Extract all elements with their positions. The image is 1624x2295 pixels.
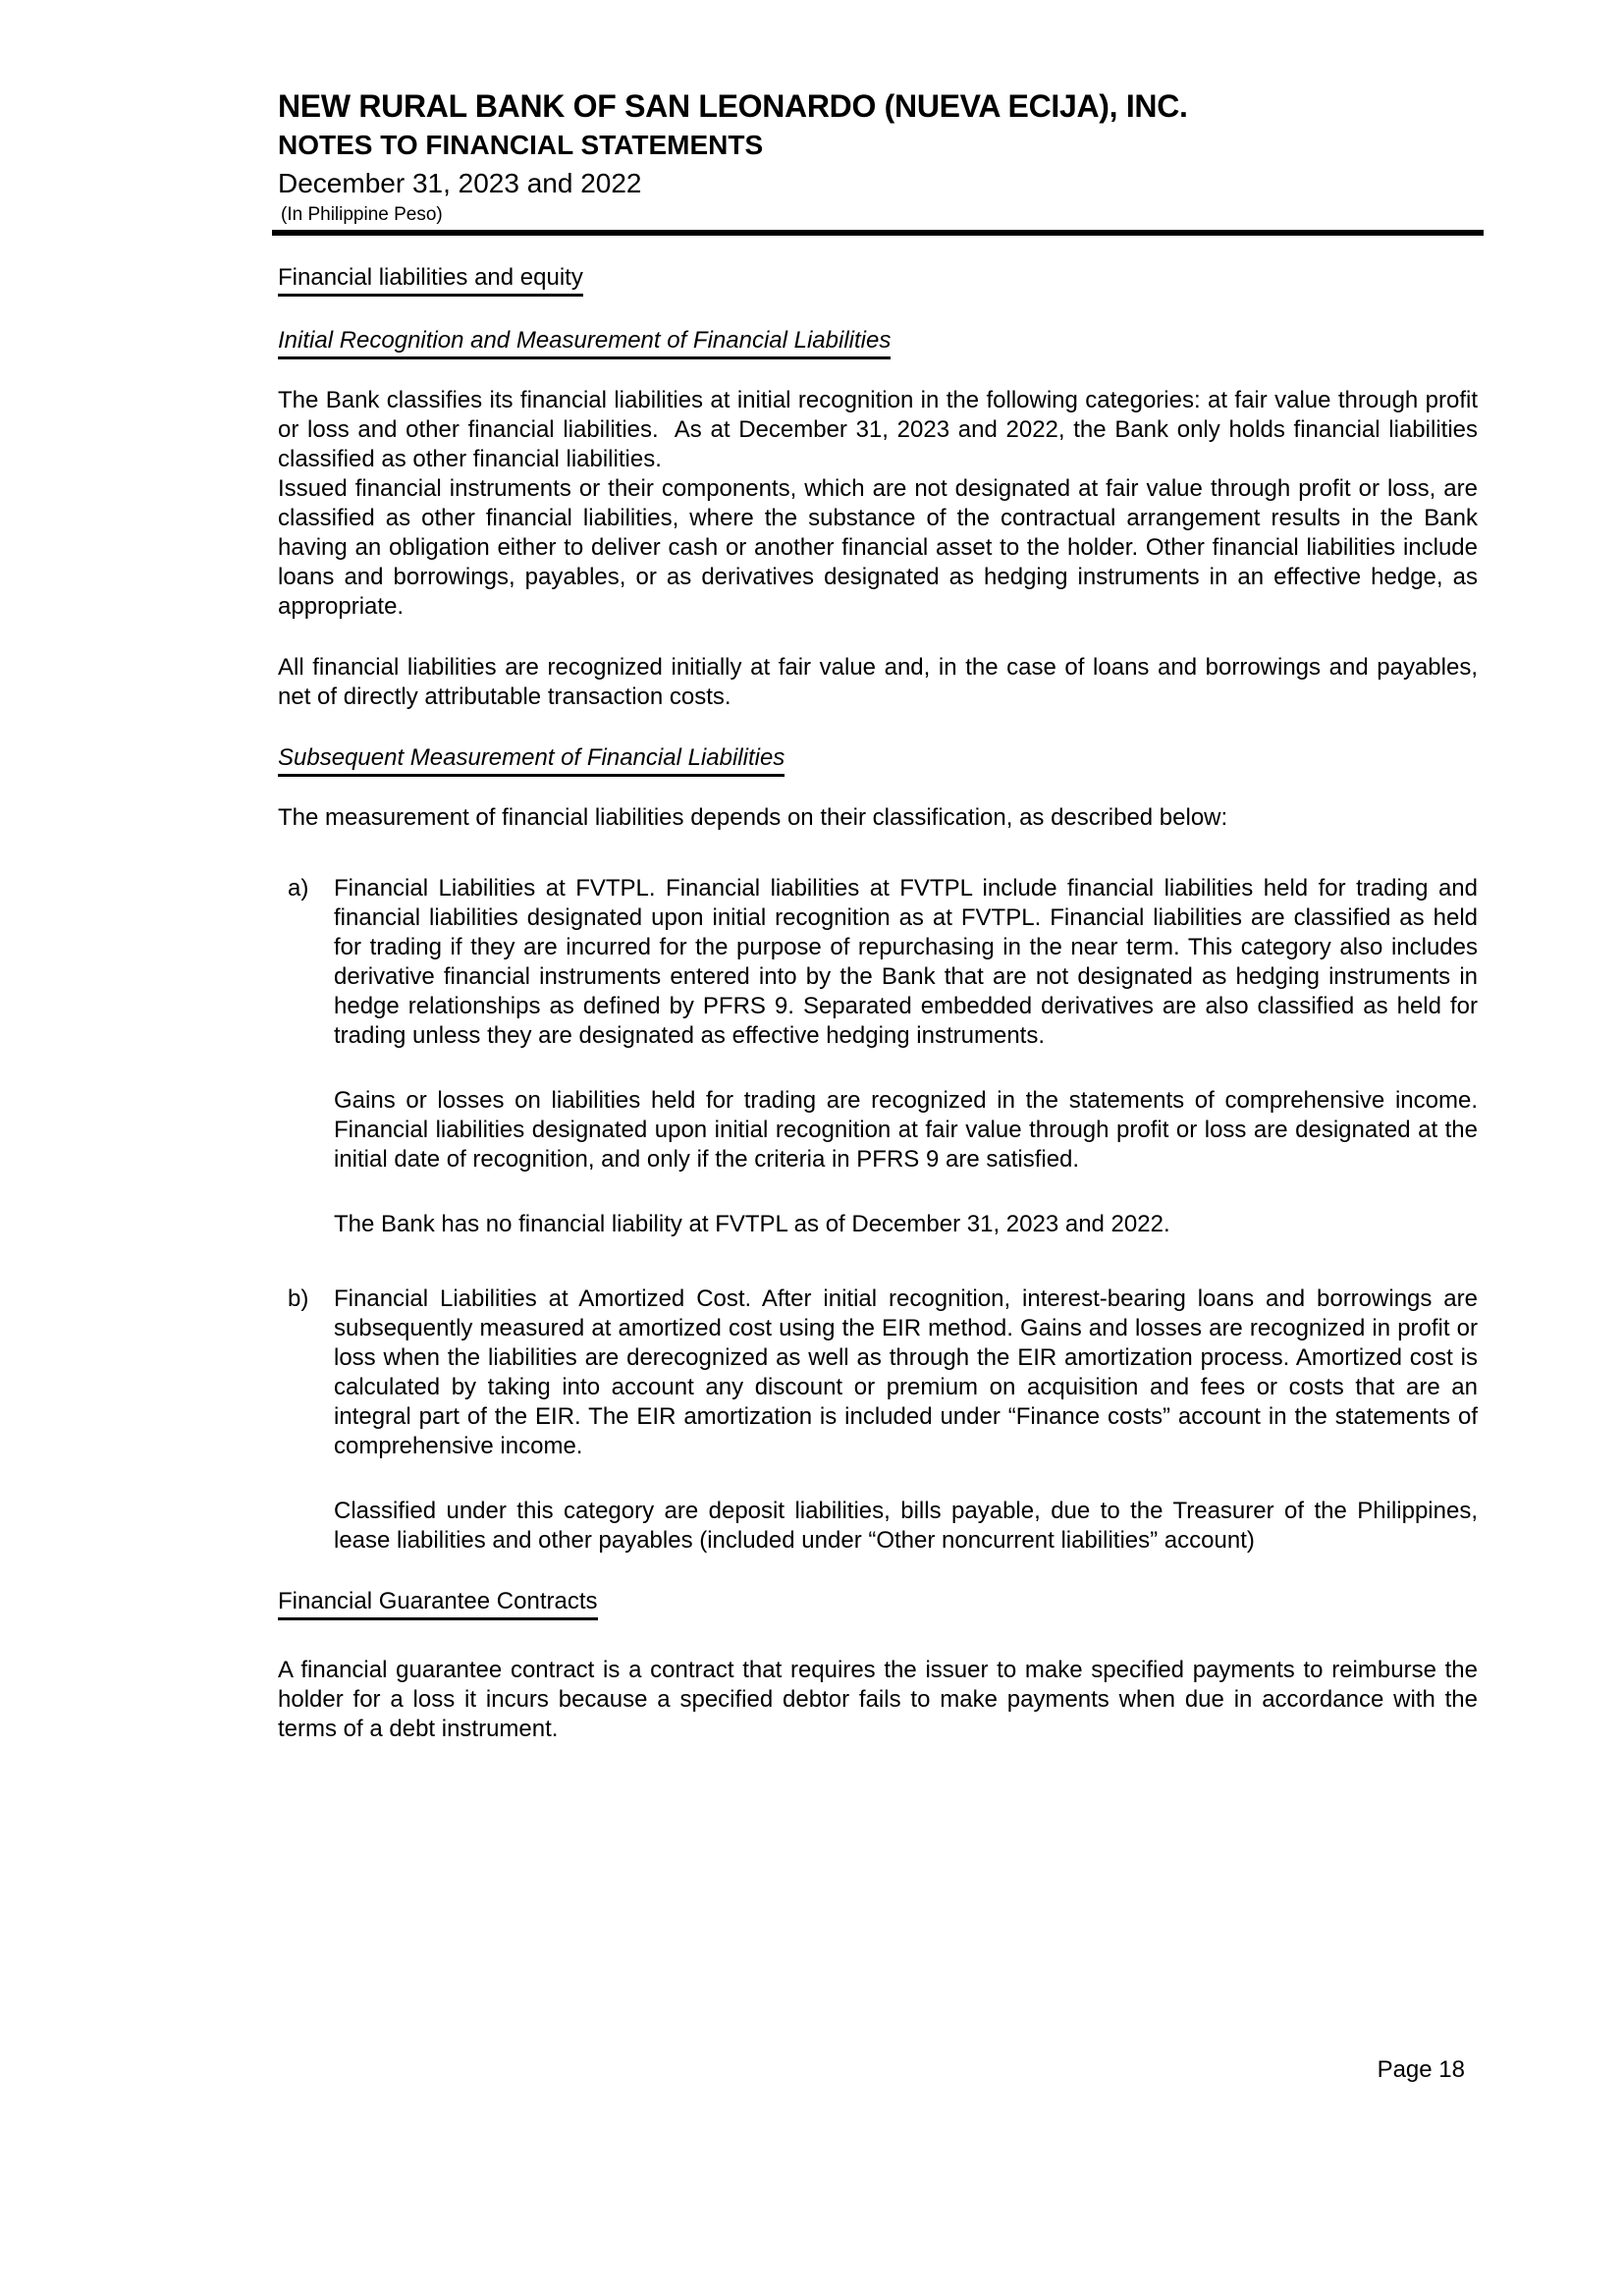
heading-financial-liabilities-and-equity: [278, 263, 1478, 297]
header-rule: [272, 230, 1484, 236]
para-fvtpl-gains-losses: Gains or losses on liabilities held for trading are recognized in the statements of comprehensive income. Financial liabilities designated upon initial recognition at fair value through profit or loss are designated at the initial date of recognition, and only if the criteria in PFRS 9 are satisfied.: [334, 1087, 1478, 1173]
heading-initial-recognition: [278, 326, 1478, 359]
heading-subsequent-measurement: [278, 743, 1478, 777]
para-amortized-cost-category: Classified under this category are deposit liabilities, bills payable, due to the Treasurer of the Philippines, lease liabilities and other payables (included under “Other noncurrent liabilities” account): [334, 1498, 1478, 1554]
heading-financial-guarantee-contracts: [278, 1587, 1478, 1620]
list-marker-a: a): [288, 875, 309, 902]
heading-subsequent-measurement-text: Subsequent Measurement of Financial Liabilities: [278, 743, 785, 777]
para-measurement-depends: The measurement of financial liabilities depends on their classification, as described below:: [278, 804, 1228, 831]
para-amortized-cost: Financial Liabilities at Amortized Cost. After initial recognition, interest-bearing loans and borrowings are subsequently measured at amortized cost using the EIR method. Gains and losses are recognized in profit or loss when the liabilities are derecognized as well as through the EIR amortization process. Amortized cost is calculated by taking into account any discount or premium on acquisition and fees or costs that are an integral part of the EIR. The EIR amortization is included under “Finance costs” account in the statements of comprehensive income.: [334, 1285, 1478, 1459]
page-number: Page 18: [1377, 2056, 1465, 2083]
heading-financial-liabilities-and-equity-text: Financial liabilities and equity: [278, 263, 583, 297]
heading-initial-recognition-text: Initial Recognition and Measurement of Financial Liabilities: [278, 326, 891, 359]
page-content: [278, 86, 1478, 1744]
para-fvtpl-definition: Financial Liabilities at FVTPL. Financial liabilities at FVTPL include financial liabilities held for trading and financial liabilities designated upon initial recognition as at FVTPL. Financial liabilities are classified as held for trading if they are incurred for the purpose of repurchasing in the near term. This category also includes derivative financial instruments entered into by the Bank that are not designated as hedging instruments in hedge relationships as defined by PFRS 9. Separated embedded derivatives are also classified as held for trading unless they are designated as effective hedging instruments.: [334, 875, 1478, 1049]
date-line: December 31, 2023 and 2022: [278, 168, 642, 198]
list-item-b: [278, 1284, 1478, 1556]
para-financial-guarantee: A financial guarantee contract is a contract that requires the issuer to make specified payments to reimburse the holder for a loss it incurs because a specified debtor fails to make payments when due in accordance with the terms of a debt instrument.: [278, 1657, 1478, 1742]
bank-name: NEW RURAL BANK OF SAN LEONARDO (NUEVA ECIJA), INC.: [278, 88, 1188, 124]
para-all-financial-liabilities: All financial liabilities are recognized initially at fair value and, in the case of loans and borrowings and payables, net of directly attributable transaction costs.: [278, 654, 1478, 710]
doc-title: NOTES TO FINANCIAL STATEMENTS: [278, 130, 764, 160]
para-classification: The Bank classifies its financial liabilities at initial recognition in the following categories: at fair value through profit or loss and other financial liabilities. As at December 31, 2023 and 2022, the Bank only holds financial liabilities classified as other financial liabilities.: [278, 387, 1478, 472]
list-marker-b: b): [288, 1285, 309, 1312]
currency-note: (In Philippine Peso): [281, 204, 443, 225]
list-item-a: [278, 874, 1478, 1239]
para-no-fvtpl-liability: The Bank has no financial liability at FVTPL as of December 31, 2023 and 2022.: [334, 1211, 1170, 1237]
heading-financial-guarantee-contracts-text: Financial Guarantee Contracts: [278, 1587, 598, 1620]
para-issued-instruments: Issued financial instruments or their components, which are not designated at fair value through profit or loss, are classified as other financial liabilities, where the substance of the contractual arrangement results in the Bank having an obligation either to deliver cash or another financial asset to the holder. Other financial liabilities include loans and borrowings, payables, or as derivatives designated as hedging instruments in an effective hedge, as appropriate.: [278, 475, 1478, 620]
